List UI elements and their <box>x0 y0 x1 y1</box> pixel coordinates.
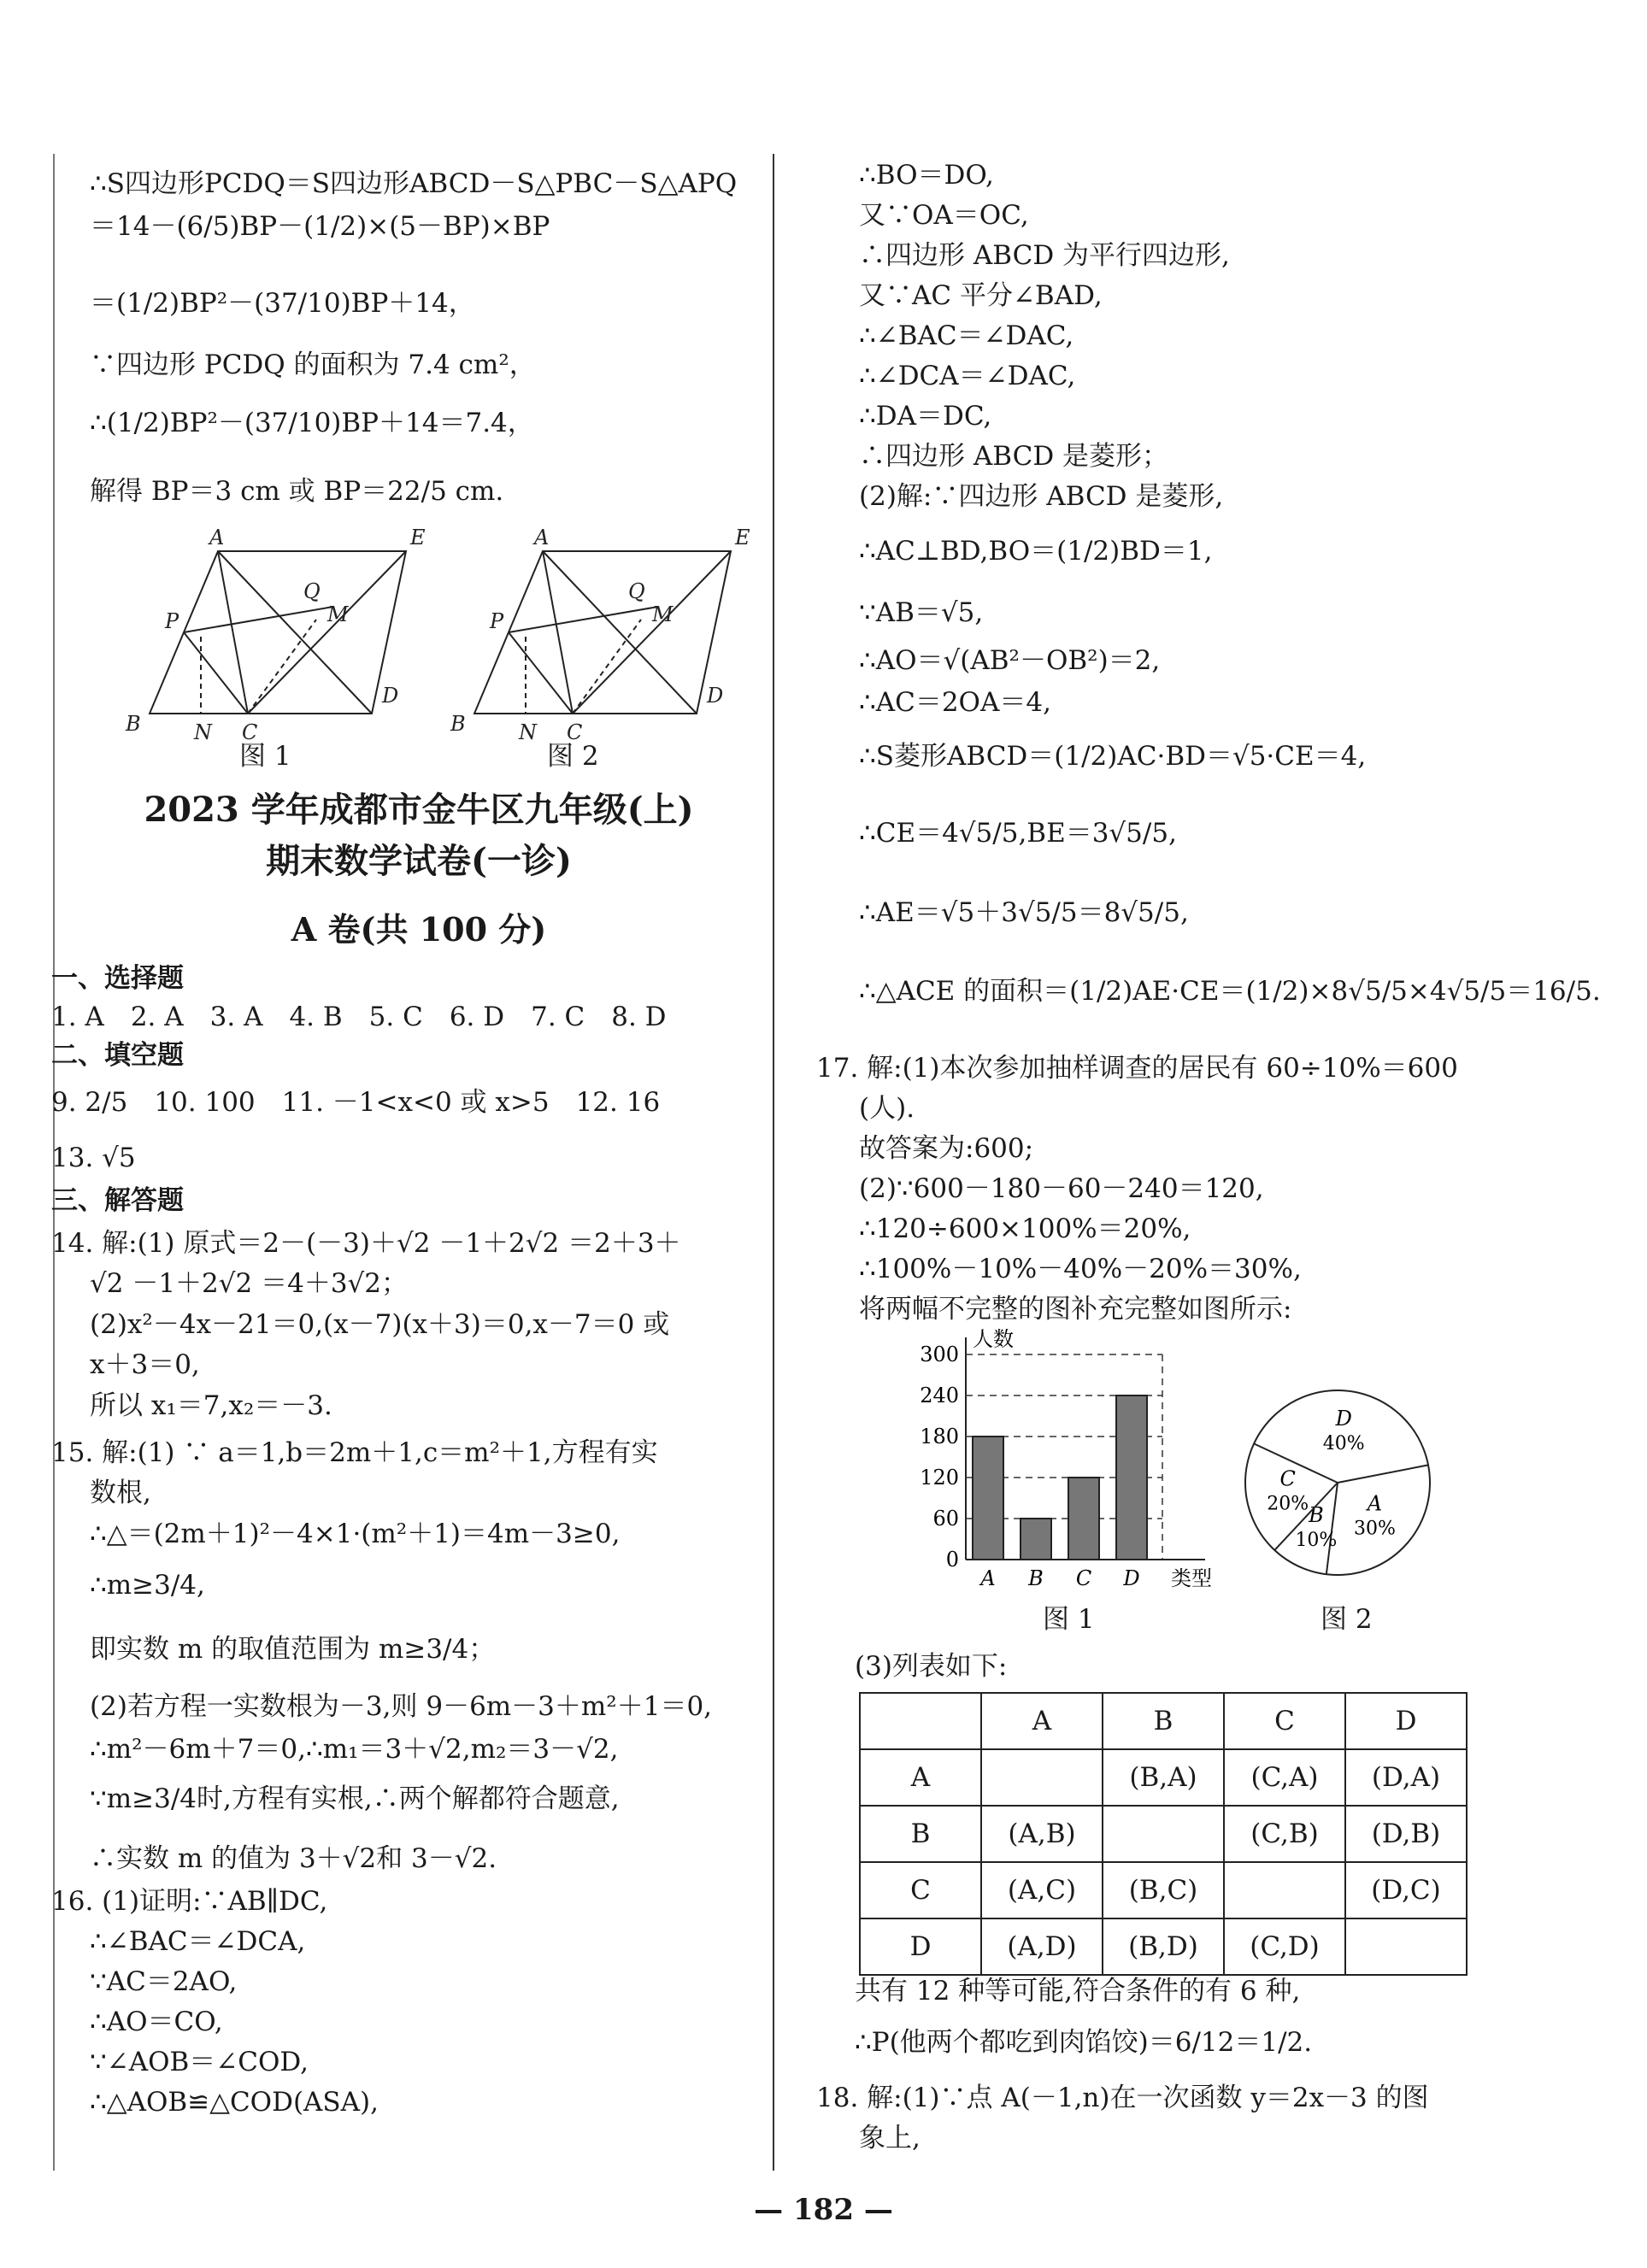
y-tick-label: 0 <box>945 1548 959 1572</box>
q15-line: 数根, <box>90 1478 151 1508</box>
proof-line: ∴CE＝4√5/5,BE＝3√5/5, <box>859 818 1177 849</box>
proof-line: ∴∠DCA＝∠DAC, <box>859 361 1076 391</box>
label-p: P <box>490 609 504 633</box>
fill-answers: 9. 2/5 10. 100 11. －1<x<0 或 x>5 12. 16 <box>51 1087 661 1118</box>
proof-line: ∴∠BAC＝∠DAC, <box>859 320 1074 351</box>
label-p: P <box>165 609 179 633</box>
q17-line: ∴100%－10%－40%－20%＝30%, <box>859 1254 1302 1284</box>
table-cell: (A,D) <box>981 1918 1103 1975</box>
choice-answers: 1. A 2. A 3. A 4. B 5. C 6. D 7. C 8. D <box>51 1002 667 1032</box>
chart-caption-1: 图 1 <box>1043 1604 1095 1635</box>
after-table-line: ∴P(他两个都吃到肉馅饺)＝6/12＝1/2. <box>855 2027 1313 2058</box>
q14-line: (2)x²－4x－21＝0,(x－7)(x＋3)＝0,x－7＝0 或 <box>90 1309 670 1340</box>
q15-line: ∵m≥3/4时,方程有实根,∴两个解都符合题意, <box>90 1783 620 1814</box>
proof-line: 又∵OA＝OC, <box>859 200 1029 231</box>
proof-line: ∴AE＝√5＋3√5/5＝8√5/5, <box>859 897 1189 928</box>
label-a: A <box>534 526 550 549</box>
x-tick-label: D <box>1123 1566 1140 1590</box>
q14-line: √2 －1＋2√2 ＝4＋3√2； <box>90 1268 409 1299</box>
fill-answer-13: 13. √5 <box>51 1143 136 1173</box>
proof-line: ∴(1/2)BP²－(37/10)BP＋14＝7.4， <box>90 408 534 438</box>
proof-line: ∴S四边形PCDQ＝S四边形ABCD－S△PBC－S△APQ <box>90 168 738 199</box>
pie-slice-label: C <box>1279 1466 1296 1491</box>
exam-title-line-2: 期末数学试卷(一诊) <box>266 841 572 881</box>
pie-slice-label: A <box>1367 1491 1383 1516</box>
q17-line: 将两幅不完整的图补充完整如图所示: <box>859 1294 1292 1325</box>
proof-line: ∴四边形 ABCD 为平行四边形, <box>859 240 1230 271</box>
label-e: E <box>410 526 426 549</box>
proof-line: ∴AO＝√(AB²－OB²)＝2, <box>859 645 1161 676</box>
table-header-cell: A <box>981 1693 1103 1749</box>
figure-1-caption: 图 1 <box>239 741 291 772</box>
proof-line: 又∵AC 平分∠BAD, <box>859 280 1103 311</box>
after-table-line: 共有 12 种等可能,符合条件的有 6 种, <box>855 1976 1301 2007</box>
pie-slice-label: B <box>1309 1502 1324 1527</box>
label-d: D <box>382 684 399 708</box>
table-cell: (B,C) <box>1103 1862 1224 1918</box>
q18-line: 象上, <box>859 2123 921 2153</box>
label-n: N <box>519 720 537 744</box>
proof-line: ∵四边形 PCDQ 的面积为 7.4 cm²， <box>90 350 536 380</box>
q17-line: ∴120÷600×100%＝20%, <box>859 1213 1191 1244</box>
bar <box>1021 1519 1051 1560</box>
proof-line: ∴AC⊥BD,BO＝(1/2)BD＝1, <box>859 536 1213 567</box>
label-a: A <box>209 526 225 549</box>
q14-line: 所以 x₁＝7,x₂＝－3. <box>90 1390 332 1421</box>
y-axis-label: 人数 <box>973 1327 1014 1351</box>
section-a-title: A 卷(共 100 分) <box>291 910 547 949</box>
table-row <box>860 1693 1467 1749</box>
geometry-figures <box>115 526 748 773</box>
pie-slice-label: D <box>1335 1407 1352 1431</box>
table-cell: (C,B) <box>1224 1806 1345 1862</box>
pie-chart <box>1239 1384 1436 1581</box>
y-tick-label: 180 <box>920 1425 959 1448</box>
proof-line: ∴AC＝2OA＝4, <box>859 687 1051 718</box>
table-cell <box>1224 1862 1345 1918</box>
table-cell: (C,D) <box>1224 1918 1345 1975</box>
x-tick-label: C <box>1075 1566 1092 1590</box>
label-b: B <box>450 712 466 736</box>
table-row-header: D <box>860 1918 981 1975</box>
table-row-header: A <box>860 1749 981 1806</box>
q16-line: ∴AO＝CO, <box>90 2007 223 2037</box>
x-tick-label: B <box>1028 1566 1044 1590</box>
proof-line: (2)解:∵四边形 ABCD 是菱形, <box>859 481 1224 512</box>
y-tick-label: 240 <box>920 1384 959 1407</box>
table-cell: (A,C) <box>981 1862 1103 1918</box>
q15-line: (2)若方程一实数根为－3,则 9－6m－3＋m²＋1＝0, <box>90 1691 713 1722</box>
bar <box>1116 1395 1147 1560</box>
q16-line: ∴∠BAC＝∠DCA, <box>90 1926 306 1957</box>
pie-percent-label: 40% <box>1322 1433 1365 1455</box>
table-row <box>860 1749 1467 1806</box>
label-m: M <box>327 602 349 626</box>
table-header-cell: D <box>1345 1693 1467 1749</box>
table-row-header: B <box>860 1806 981 1862</box>
label-q: Q <box>628 579 645 603</box>
label-d: D <box>707 684 724 708</box>
q14-line: 14. 解:(1) 原式＝2－(－3)＋√2 －1＋2√2 ＝2＋3＋ <box>51 1228 681 1259</box>
q14-line: x＋3＝0, <box>90 1349 200 1380</box>
table-cell: (C,A) <box>1224 1749 1345 1806</box>
table-row <box>860 1918 1467 1975</box>
x-tick-label: A <box>980 1566 996 1590</box>
pie-percent-label: 20% <box>1267 1493 1309 1515</box>
column-divider <box>773 154 774 2171</box>
q15-line: ∴实数 m 的值为 3＋√2和 3－√2. <box>90 1843 497 1874</box>
q15-line: ∴m≥3/4, <box>90 1570 205 1601</box>
proof-line: ∴S菱形ABCD＝(1/2)AC·BD＝√5·CE＝4, <box>859 741 1367 772</box>
table-cell: (B,D) <box>1103 1918 1224 1975</box>
q17-line: 17. 解:(1)本次参加抽样调查的居民有 60÷10%＝600 <box>816 1053 1458 1084</box>
proof-line: ∴DA＝DC, <box>859 401 992 432</box>
figure-2-caption: 图 2 <box>547 741 599 772</box>
proof-line: ∵AB＝√5, <box>859 597 984 628</box>
label-q: Q <box>303 579 321 603</box>
proof-line: 解得 BP＝3 cm 或 BP＝22/5 cm. <box>90 476 504 507</box>
table-cell: (D,B) <box>1345 1806 1467 1862</box>
table-header-cell: C <box>1224 1693 1345 1749</box>
y-tick-label: 60 <box>932 1507 959 1531</box>
q18-line: 18. 解:(1)∵点 A(－1,n)在一次函数 y＝2x－3 的图 <box>816 2083 1429 2113</box>
table-cell <box>1103 1806 1224 1862</box>
proof-line: ＝(1/2)BP²－(37/10)BP＋14， <box>90 288 475 319</box>
q15-line: ∴△＝(2m＋1)²－4×1·(m²＋1)＝4m－3≥0, <box>90 1519 621 1549</box>
proof-line: ＝14－(6/5)BP－(1/2)×(5－BP)×BP <box>90 211 550 242</box>
table-row-header: C <box>860 1862 981 1918</box>
bar <box>973 1437 1003 1560</box>
exam-title-line-1: 2023 学年成都市金牛区九年级(上) <box>144 790 694 830</box>
table-row <box>860 1862 1467 1918</box>
figure-1 <box>150 551 406 714</box>
label-c: C <box>242 720 258 744</box>
q15-line: ∴m²－6m＋7＝0,∴m₁＝3＋√2,m₂＝3－√2, <box>90 1734 619 1765</box>
figure-2 <box>474 551 731 714</box>
proof-line: ∴△ACE 的面积＝(1/2)AE·CE＝(1/2)×8√5/5×4√5/5＝16/5. <box>859 976 1601 1007</box>
heading-fill: 二、填空题 <box>51 1040 184 1071</box>
label-n: N <box>194 720 212 744</box>
page-number: — 182 — <box>754 2193 893 2227</box>
bar-chart <box>906 1327 1214 1590</box>
q16-line: 16. (1)证明:∵AB∥DC, <box>51 1886 328 1917</box>
proof-line: ∴BO＝DO, <box>859 160 994 191</box>
label-m: M <box>652 602 674 626</box>
table-header-cell: B <box>1103 1693 1224 1749</box>
proof-line: ∴四边形 ABCD 是菱形； <box>859 441 1169 472</box>
table-row <box>860 1806 1467 1862</box>
bar <box>1068 1478 1099 1560</box>
table-cell: (D,A) <box>1345 1749 1467 1806</box>
pie-percent-label: 10% <box>1295 1529 1338 1551</box>
q17-line: (2)∵600－180－60－240＝120, <box>859 1173 1264 1204</box>
chart-caption-2: 图 2 <box>1321 1604 1373 1635</box>
heading-solve: 三、解答题 <box>51 1185 184 1216</box>
q15-line: 15. 解:(1) ∵ a＝1,b＝2m＋1,c＝m²＋1,方程有实 <box>51 1437 658 1468</box>
heading-choice: 一、选择题 <box>51 963 184 994</box>
combination-table <box>859 1692 1468 1976</box>
table-cell: (A,B) <box>981 1806 1103 1862</box>
table-cell <box>1345 1918 1467 1975</box>
label-b: B <box>126 712 141 736</box>
q16-line: ∵AC＝2AO, <box>90 1966 238 1997</box>
table-cell: (D,C) <box>1345 1862 1467 1918</box>
table-intro: (3)列表如下: <box>855 1651 1008 1682</box>
label-c: C <box>567 720 583 744</box>
y-tick-label: 300 <box>920 1343 959 1366</box>
label-e: E <box>735 526 750 549</box>
q17-line: 故答案为:600; <box>859 1133 1034 1164</box>
table-cell: (B,A) <box>1103 1749 1224 1806</box>
x-axis-label: 类型 <box>1171 1566 1212 1590</box>
q16-line: ∴△AOB≌△COD(ASA), <box>90 2087 379 2118</box>
table-cell <box>981 1749 1103 1806</box>
q15-line: 即实数 m 的取值范围为 m≥3/4； <box>90 1634 496 1665</box>
y-tick-label: 120 <box>920 1466 959 1489</box>
table-header-cell <box>860 1693 981 1749</box>
q16-line: ∵∠AOB＝∠COD, <box>90 2047 309 2077</box>
pie-percent-label: 30% <box>1353 1518 1396 1540</box>
q17-line: (人). <box>859 1093 915 1124</box>
